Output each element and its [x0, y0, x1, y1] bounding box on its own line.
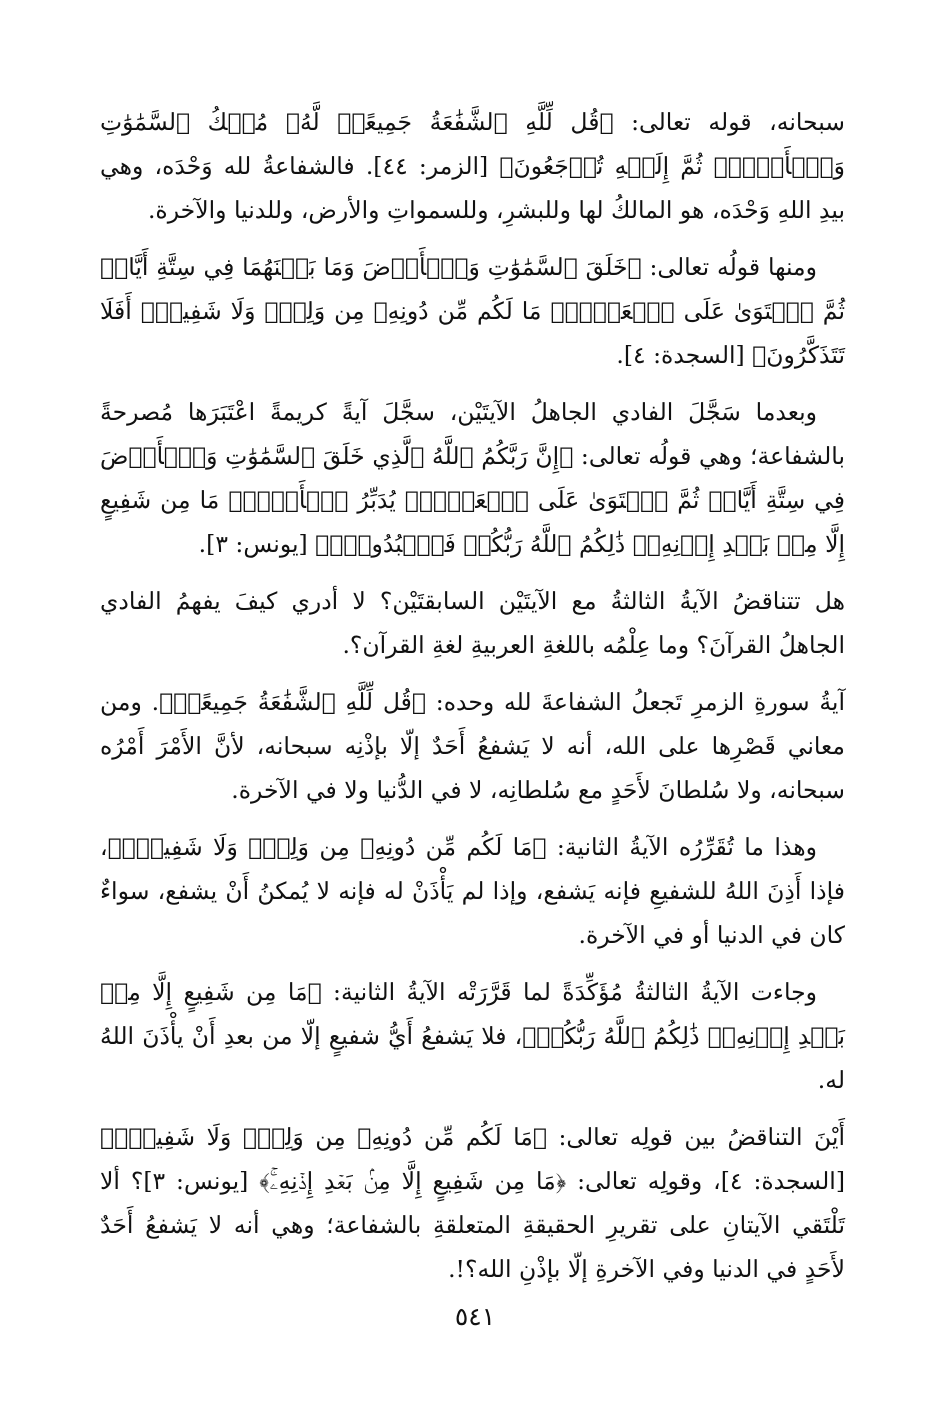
paragraph-8: أَيْنَ التناقضُ بين قولِه تعالى: ﴿مَا لَكُم مِّن دُونِهِۦ مِن وَلِيّٖ وَلَا شَفِيعٍۚ﴾ [السجدة: ٤]، وقولِه تعالى: ﴿مَا مِن شَفِيعٍ إِلَّا مِنۢ بَعۡدِ إِذۡنِهِۦۚ﴾ [يونس: ٣]؟ ألا تَلْتَقي الآيتانِ على تقريرِ الحقيقةِ المتعلقةِ بالشفاعة؛ وهي أنه لا يَشفعُ أَحَدٌ لأَحَدٍ في الدنيا وفي الآخرةِ إلّا بإذْنِ الله؟!.	[100, 1123, 845, 1283]
paragraph-6: وهذا ما تُقَرِّرُه الآيةُ الثانية: ﴿مَا لَكُم مِّن دُونِهِۦ مِن وَلِيّٖ وَلَا شَفِيعٍۚ﴾، فإذا أَذِنَ اللهُ للشفيعِ فإنه يَشفع، وإذا لم يَأْذَنْ له فإنه لا يُمكنُ أَنْ يشفع، سواءٌ كان في الدنيا أو في الآخرة.	[100, 833, 845, 949]
page-body	[100, 100, 845, 1304]
paragraph-5: آيةُ سورةِ الزمرِ تَجعلُ الشفاعةَ لله وحده: ﴿قُل لِّلَّهِ ٱلشَّفَٰعَةُ جَمِيعًاۖ﴾. ومن معاني قَصْرِها على الله، أنه لا يَشفعُ أَحَدٌ إلّا بإذْنِه سبحانه، لأنَّ الأَمْرَ أَمْرُه سبحانه، ولا سُلطانَ لأَحَدٍ مع سُلطانِه، لا في الدُّنيا ولا في الآخرة.	[100, 688, 845, 804]
paragraph-2: ومنها قولُه تعالى: ﴿خَلَقَ ٱلسَّمَٰوَٰتِ وَٱلۡأَرۡضَ وَمَا بَيۡنَهُمَا فِي سِتَّةِ أَيَّامٖ ثُمَّ ٱسۡتَوَىٰ عَلَى ٱلۡعَرۡشِۖ مَا لَكُم مِّن دُونِهِۦ مِن وَلِيّٖ وَلَا شَفِيعٍۚ أَفَلَا تَتَذَكَّرُونَ﴾ [السجدة: ٤].	[100, 253, 845, 369]
paragraph-3: وبعدما سَجَّلَ الفادي الجاهلُ الآيتَيْن، سجَّلَ آيةً كريمةً اعْتَبَرَها مُصرحةً بالشفاعة؛ وهي قولُه تعالى: ﴿إِنَّ رَبَّكُمُ ٱللَّهُ ٱلَّذِي خَلَقَ ٱلسَّمَٰوَٰتِ وَٱلۡأَرۡضَ فِي سِتَّةِ أَيَّامٖ ثُمَّ ٱسۡتَوَىٰ عَلَى ٱلۡعَرۡشِۖ يُدَبِّرُ ٱلۡأَمۡرَۖ مَا مِن شَفِيعٍ إِلَّا مِنۢ بَعۡدِ إِذۡنِهِۦۚ ذَٰلِكُمُ ٱللَّهُ رَبُّكُمۡ فَٱعۡبُدُوهُۚ﴾ [يونس: ٣].	[100, 398, 845, 558]
paragraph-1: سبحانه، قوله تعالى: ﴿قُل لِّلَّهِ ٱلشَّفَٰعَةُ جَمِيعًاۖ لَّهُۥ مُلۡكُ ٱلسَّمَٰوَٰتِ وَٱلۡأَرۡضِۖ ثُمَّ إِلَيۡهِ تُرۡجَعُونَ﴾ [الزمر: ٤٤]. فالشفاعةُ لله وَحْدَه، وهي بيدِ اللهِ وَحْدَه، هو المالكُ لها وللبشرِ، وللسمواتِ والأرض، وللدنيا والآخرة.	[100, 108, 845, 224]
paragraph-4: هل تتناقضُ الآيةُ الثالثةُ مع الآيتَيْن السابقتَيْن؟ لا أدري كيفَ يفهمُ الفادي الجاهلُ القرآنَ؟ وما عِلْمُه باللغةِ العربيةِ لغةِ القرآن؟.	[100, 587, 845, 659]
paragraph-7: وجاءت الآيةُ الثالثةُ مُؤَكِّدَةً لما قَرَّرَتْه الآيةُ الثانية: ﴿مَا مِن شَفِيعٍ إِلَّا مِنۢ بَعۡدِ إِذۡنِهِۦۚ ذَٰلِكُمُ ٱللَّهُ رَبُّكُمۡ﴾، فلا يَشفعُ أَيُّ شفيعٍ إلّا من بعدِ أَنْ يأْذَنَ اللهُ له.	[100, 978, 845, 1094]
page-number: ٥٤١	[454, 1302, 496, 1331]
